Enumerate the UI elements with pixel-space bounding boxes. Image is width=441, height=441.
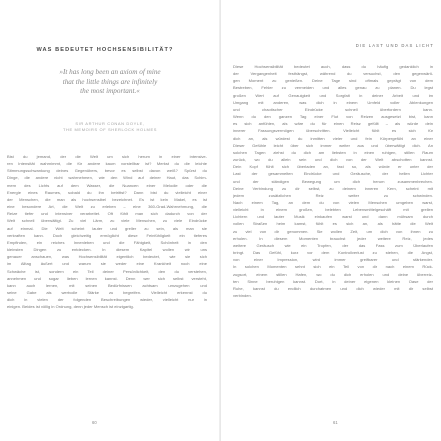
body-line: Welt schnell überwältigt. Zu viel Lärm, zu viele Menschen, zu viele Eindrücke xyxy=(7,218,207,224)
epigraph-quote xyxy=(40,68,180,97)
epigraph-attribution xyxy=(30,121,190,133)
body-line: solchen Tagen ziehst du dich am liebsten in einen ruhigen, stillen Raum xyxy=(233,149,433,155)
body-line: ren Intensität wahrnimmt, die für andere kaum vorstellbar ist? Merkst du die leichte xyxy=(7,161,207,167)
body-line: Lichtern und lauter Musik einkaufen warst und dann mühsam durch xyxy=(233,214,433,220)
body-line: eine besondere Art, die Welt zu erleben – eine 360-Grad-Wahrnehmung, die xyxy=(7,204,207,210)
body-line: dich in vielen der folgenden Beschreibungen wieder, vielleicht nur in xyxy=(7,297,207,303)
body-line: es sich anfühlen, als wäre du für einen Reisz gefüllt – als würde dein xyxy=(233,121,433,127)
quote-line: the most important.« xyxy=(80,87,140,96)
body-line: Last der gesammelten Eindrücke und Geräusche, der hellen Lichter xyxy=(233,171,433,177)
body-line: vielleicht in einem großen, belebten Lebensmittelgeschäft mit grellen xyxy=(233,207,433,213)
running-header: DIE LAST UND DAS LICHT xyxy=(355,43,434,48)
body-line: Empfinden, ein reiches Innenleben und die Fähigkeit, Schönheit in den xyxy=(7,239,207,245)
body-line: der Menschen, die man als hochsensibel bezeichnet. Es ist kein Makel, es ist xyxy=(7,196,207,202)
body-line: seine Gabe als wertvolle Stärke zu begreifen. Vielleicht erkennst du xyxy=(7,289,207,295)
body-line: Stimmungsschwankung deines Gegenübers, bevor es selbst davon weiß? Spürst du xyxy=(7,168,207,174)
body-line: Dieser Gefühle leicht über sich immer weiter aus und überwältigt dich. An xyxy=(233,142,433,148)
body-line: dich an, als würdest du inmitten vieler und fein Körpergefühl an einer xyxy=(233,135,433,141)
body-line: auf einmal. Die Welt scheint lauter und greller zu sein, als man sie xyxy=(7,225,207,231)
body-line: von einer Impression, wird immer greifbarer und stärkender. xyxy=(233,257,433,263)
page-number: 60 xyxy=(92,420,97,425)
body-line: Umgang mit anderen, was dich in einem Umfeld voller Ablenkungen xyxy=(233,99,433,105)
body-line: großen Wert auf Genauigkeit und Sorgfalt in deiner Arbeit und im xyxy=(233,92,433,98)
body-line: Ruhe, kannst du endlich durchatmen und dich wieder mit dir selbst xyxy=(233,285,433,291)
body-line: Dein Kopf fühlt sich überladen an, fast so, als würde er unter der xyxy=(233,164,433,170)
body-line: ten Sinne beruhigen kannst. Dort, in deiner eigenen kleinen Oase der xyxy=(233,278,433,284)
body-line: bringt. Das Gefühl, kurz vor dem Kontrollverlust zu stehen, die Angst, xyxy=(233,250,433,256)
body-line: der Vergangenheit festhängst, während du versuchst, den gegenwärti- xyxy=(233,71,433,77)
body-line: kleinsten Dingen zu entdecken. In diesem Kapitel wollen wir uns xyxy=(7,247,207,253)
body-line: zurück, wo du allein sein und dich von der Welt abschotten kannst. xyxy=(233,157,433,163)
body-line: und chaotischer Eindrücke schnell überfordern kann. xyxy=(233,106,433,112)
body-line: Diese Hochsensibilität bedeutet auch, dass du häufig gedanklich in xyxy=(233,64,433,69)
body-line: Energie eines Raumes, sobald du ihn betrittst? Dann bist du vielleicht einer xyxy=(7,189,207,195)
body-line: zu viel von dir genommen. Sie wollen Zeit, um dich von ihnen zu xyxy=(233,228,433,234)
body-text xyxy=(7,153,207,310)
body-line: und der ständigen Bewegung um dich herum zusammenbrechen. xyxy=(233,178,433,184)
body-line: Dinge, die andere nicht wahrnehmen, wie den Wind auf deiner Haut, das Schim- xyxy=(7,175,207,181)
body-line: kann auch lernen, mit seinen Bedürfnissen achtsam umzugehen und xyxy=(7,282,207,288)
body-line: In solchen Momenten sehnt sich ein Teil von dir nach einem Rück- xyxy=(233,264,433,270)
body-line: weitere Geräusch wie ein Tropfen, der das Fass zum Überlaufen xyxy=(233,242,433,248)
chapter-title: WAS BEDEUTET HOCHSENSIBILITÄT? xyxy=(36,47,174,53)
quote-line: »It has long been an axiom of mine xyxy=(59,68,161,76)
body-text xyxy=(233,63,433,299)
body-line: Deine Verbindung zu dir selbst, zu deinem inneren Kern, scheint mit xyxy=(233,185,433,191)
body-line: erholen. In diesem Momenten brauchst jeder weitere Reiz, jedes xyxy=(233,235,433,241)
right-page xyxy=(221,0,441,441)
attribution-line: SIR ARTHUR CONAN DOYLE, xyxy=(75,121,145,126)
body-line: genauer anschauen, was Hochsensibilität eigentlich bedeutet, wie sie sich xyxy=(7,254,207,260)
body-line: Wenn du den ganzen Tag einer Flut von Reizen ausgesetzt bist, kann xyxy=(233,114,433,120)
body-line: Schwäche ist, sondern ein Teil deiner Persönlichkeit, den du verstehen, xyxy=(7,268,207,274)
body-line: verkraften kann. Doch gleichzeitig ermöglicht diese Feinfühligkeit ein tieferes xyxy=(7,232,207,238)
quote-line: that the little things are infinitely xyxy=(62,77,158,86)
body-line: gen Moment zu genießen. Deine Tage sind oftmals geprägt von dem xyxy=(233,78,433,84)
body-line: im Alltag äußert und warum sie weder eine Krankheit noch eine xyxy=(7,261,207,267)
body-line: mern des Lichts auf dem Wasser, die Nuancen einer Melodie oder die xyxy=(7,182,207,188)
body-line: Nach einem Tag, an dem du von vielen Menschen umgeben warst, xyxy=(233,199,433,205)
body-line: verbinden. xyxy=(233,293,252,298)
body-line: Bestreben, Fehler zu vermeiden und alles genau zu planen. Du legst xyxy=(233,85,433,91)
left-page xyxy=(0,0,220,441)
body-line: Reize tiefer und intensiver verarbeitet. Oft fühlt man sich dadurch von der xyxy=(7,211,207,217)
body-line: Bist du jemand, der die Welt um sich herum in einer intensive- xyxy=(7,154,207,159)
body-line: innerer Fassungsvermögen überschritten. Vielleicht fühlt es sich für xyxy=(233,128,433,134)
body-line: jedem zusätzlichen Reiz weiter zu schwinden. xyxy=(233,192,433,198)
body-line: vollen Straßen heim kamst, fühlt es sich an, als hätte die Welt xyxy=(233,221,433,227)
body-line: einigen. Beides ist völlig in Ordnung, denn jeder Mensch ist einzigartig. xyxy=(7,304,134,310)
page-number: 61 xyxy=(333,420,338,425)
body-line: zugsort, einem stillen Hafen, wo du dich erholen und deine überreiz- xyxy=(233,271,433,277)
attribution-line: THE MEMOIRS OF SHERLOCK HOLMES xyxy=(62,127,157,132)
body-line: annehmen und sogar lieben lernen kannst. Denn wer sich selbst versteht, xyxy=(7,275,207,281)
